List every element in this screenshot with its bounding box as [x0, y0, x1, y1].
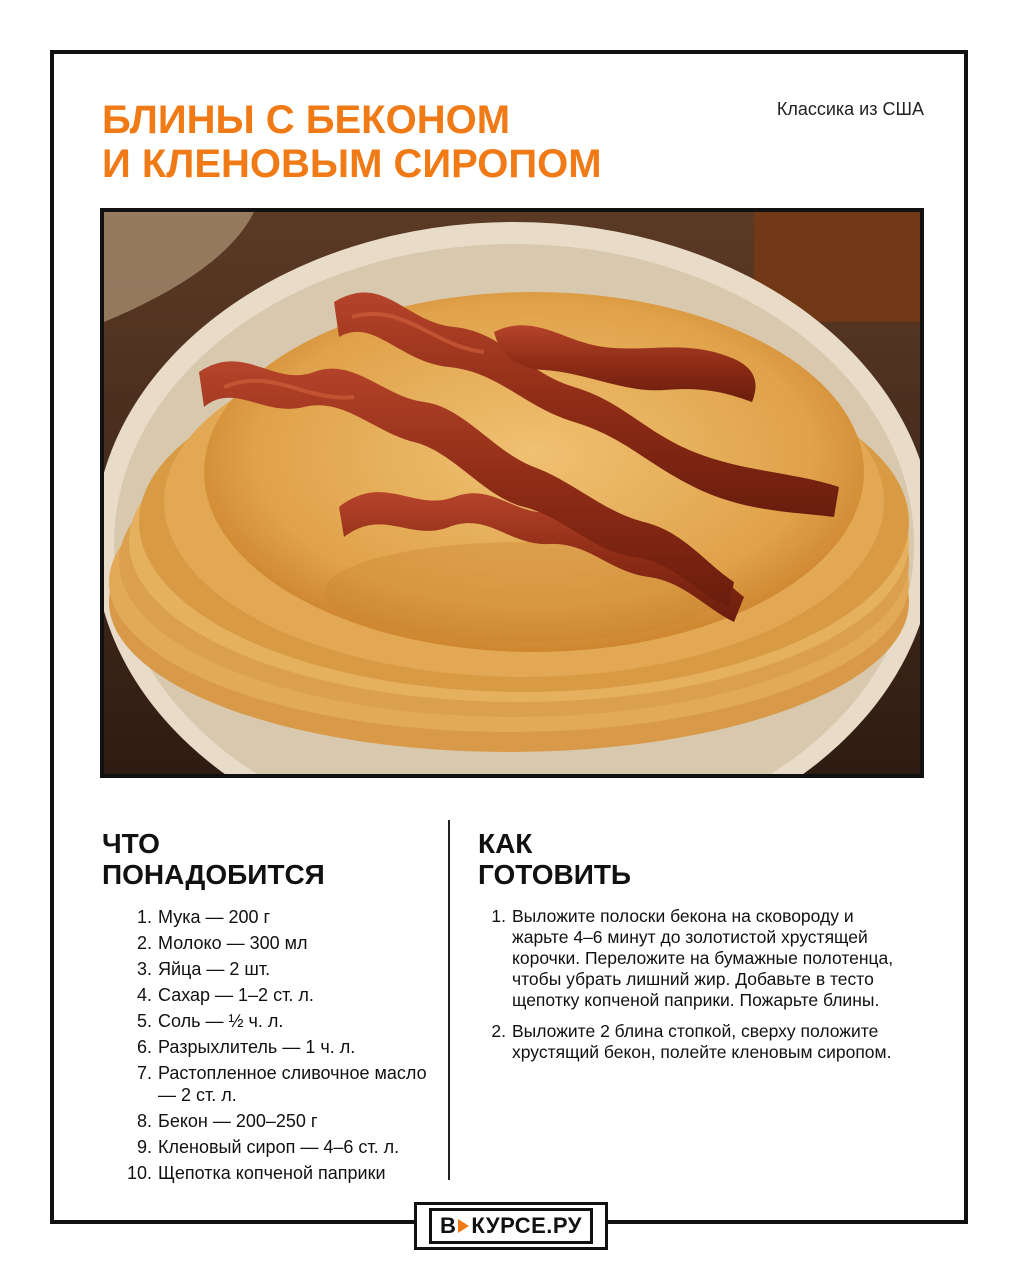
method-heading-line-2: ГОТОВИТЬ	[478, 859, 632, 890]
ingredient-text: Бекон — 200–250 г	[158, 1111, 318, 1131]
logo-text-left: В	[440, 1213, 457, 1238]
step-number: 1.	[491, 906, 506, 926]
ingredient-text: Щепотка копченой паприки	[158, 1163, 386, 1183]
method-heading-line-1: КАК	[478, 828, 533, 859]
ingredient-item	[102, 1136, 432, 1158]
step-text: Выложите полоски бекона на сковороду и жарьте 4–6 минут до золотистой хрустящей корочки. Переложите на бумажные полотенца, чтобы убрать лишний жир. Добавьте в тесто щепотку копченой паприки. Пожарьте блины.	[512, 906, 894, 1010]
recipe-photo	[100, 208, 924, 778]
brand-logo-wordmark	[429, 1208, 593, 1244]
method-steps-list	[478, 906, 898, 1063]
ingredient-text: Разрыхлитель — 1 ч. л.	[158, 1037, 356, 1057]
column-divider	[448, 820, 450, 1180]
ingredient-number: 9.	[136, 1137, 152, 1157]
pancakes-with-bacon-illustration	[104, 212, 920, 774]
ingredient-item	[102, 906, 432, 928]
ingredient-text: Яйца — 2 шт.	[158, 959, 271, 979]
ingredients-list	[102, 906, 432, 1184]
ingredients-section	[102, 828, 432, 1188]
ingredient-number: 10.	[126, 1163, 152, 1183]
ingredient-item	[102, 1062, 432, 1106]
ingredient-number: 3.	[136, 959, 152, 979]
ingredient-text: Мука — 200 г	[158, 907, 271, 927]
ingredient-number: 1.	[136, 907, 152, 927]
step-text: Выложите 2 блина стопкой, сверху положите хрустящий бекон, полейте кленовым сиропом.	[512, 1021, 892, 1062]
method-step	[478, 1021, 898, 1063]
brand-logo[interactable]	[414, 1202, 608, 1250]
ingredient-number: 6.	[136, 1037, 152, 1057]
ingredient-number: 8.	[136, 1111, 152, 1131]
ingredient-item	[102, 1010, 432, 1032]
ingredient-text: Растопленное сливочное масло — 2 ст. л.	[158, 1063, 427, 1105]
ingredients-heading	[102, 828, 432, 890]
ingredients-heading-line-1: ЧТО	[102, 828, 160, 859]
ingredient-number: 4.	[136, 985, 152, 1005]
ingredient-number: 5.	[136, 1011, 152, 1031]
recipe-title	[102, 98, 602, 186]
logo-text-right: КУРСЕ.РУ	[471, 1213, 582, 1238]
recipe-origin-label: Классика из США	[776, 99, 924, 119]
play-triangle-icon	[458, 1219, 469, 1233]
ingredient-text: Кленовый сироп — 4–6 ст. л.	[158, 1137, 400, 1157]
title-line-2: И КЛЕНОВЫМ СИРОПОМ	[102, 142, 602, 186]
ingredient-number: 2.	[136, 933, 152, 953]
ingredient-text: Соль — ½ ч. л.	[158, 1011, 284, 1031]
ingredients-heading-line-2: ПОНАДОБИТСЯ	[102, 859, 325, 890]
method-section	[478, 828, 898, 1073]
ingredient-text: Молоко — 300 мл	[158, 933, 308, 953]
ingredient-text: Сахар — 1–2 ст. л.	[158, 985, 314, 1005]
title-line-1: БЛИНЫ С БЕКОНОМ	[102, 98, 511, 142]
ingredient-item	[102, 958, 432, 980]
ingredient-item	[102, 1110, 432, 1132]
ingredient-item	[102, 932, 432, 954]
method-heading	[478, 828, 898, 890]
ingredient-item	[102, 1162, 432, 1184]
ingredient-number: 7.	[136, 1063, 152, 1083]
method-step	[478, 906, 898, 1011]
ingredient-item	[102, 984, 432, 1006]
step-number: 2.	[491, 1021, 506, 1041]
ingredient-item	[102, 1036, 432, 1058]
